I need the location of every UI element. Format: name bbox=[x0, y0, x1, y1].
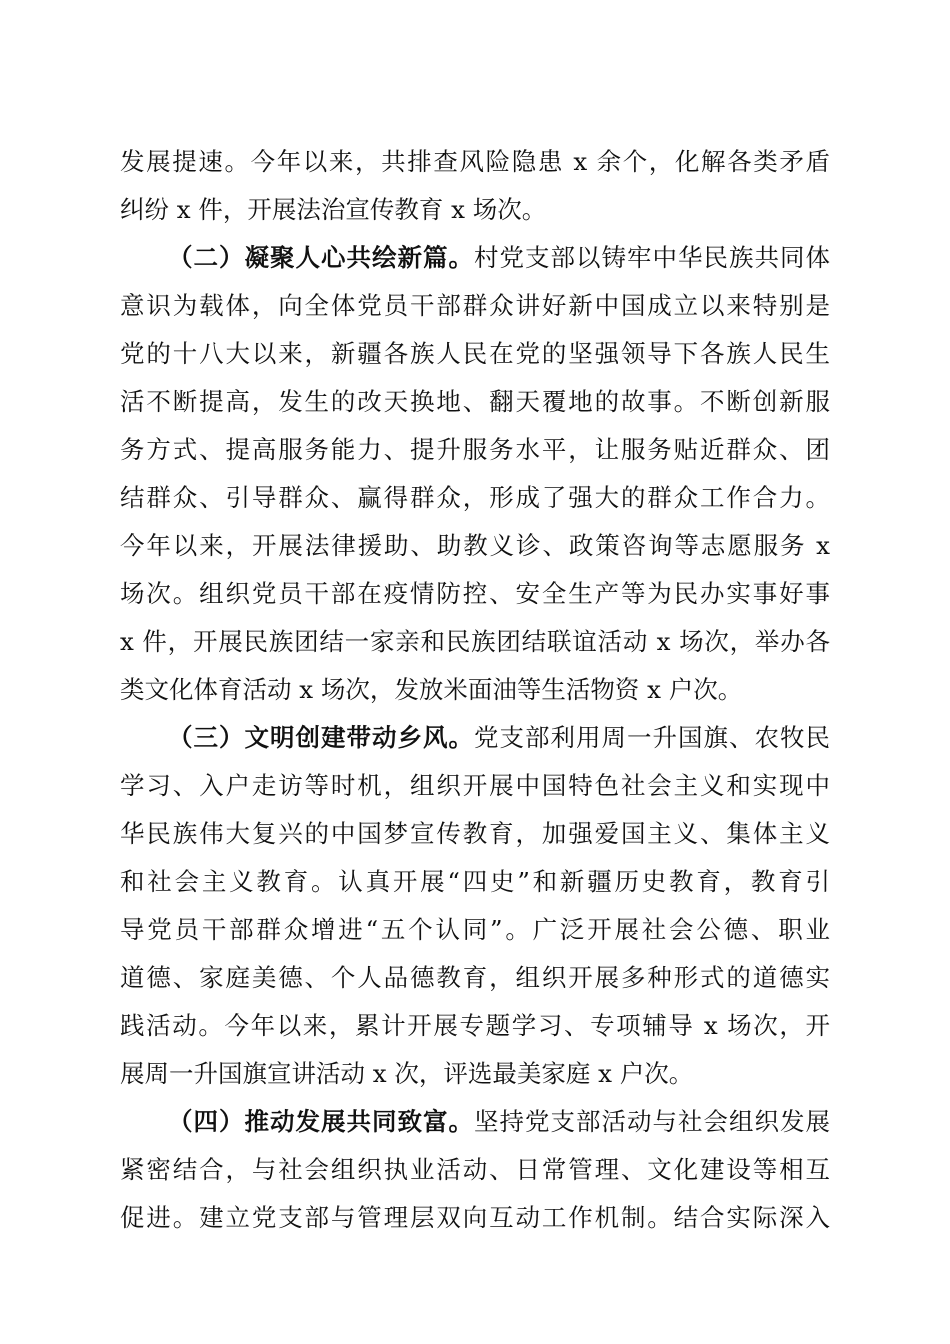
body-text-line: x 件，开展民族团结一家亲和民族团结联谊活动 x 场次，举办各 bbox=[120, 627, 830, 656]
body-text-line: 活不断提高，发生的改天换地、翻天覆地的故事。不断创新服 bbox=[120, 387, 830, 416]
body-text-line: 和社会主义教育。认真开展“四史”和新疆历史教育，教育引 bbox=[120, 867, 830, 896]
section-4-first-line bbox=[168, 1098, 830, 1146]
section-4-first-line-text: 坚持党支部活动与社会组织发展 bbox=[474, 1107, 830, 1136]
body-text-line: 务方式、提高服务能力、提升服务水平，让服务贴近群众、团 bbox=[120, 435, 830, 464]
section-3-heading: （三）文明创建带动乡风。 bbox=[168, 723, 474, 752]
body-text-line: 今年以来，开展法律援助、助教义诊、政策咨询等志愿服务 x bbox=[120, 531, 830, 560]
body-text-line: 华民族伟大复兴的中国梦宣传教育，加强爱国主义、集体主义 bbox=[120, 819, 830, 848]
section-4-heading: （四）推动发展共同致富。 bbox=[168, 1107, 474, 1136]
section-2-heading: （二）凝聚人心共绘新篇。 bbox=[168, 243, 474, 272]
section-2-first-line-text: 村党支部以铸牢中华民族共同体 bbox=[474, 243, 830, 272]
body-text-line: 发展提速。今年以来，共排查风险隐患 x 余个，化解各类矛盾 bbox=[120, 147, 830, 176]
body-text-line: 意识为载体，向全体党员干部群众讲好新中国成立以来特别是 bbox=[120, 291, 830, 320]
body-text-line: 践活动。今年以来，累计开展专题学习、专项辅导 x 场次，开 bbox=[120, 1011, 830, 1040]
body-text-line: 促进。建立党支部与管理层双向互动工作机制。结合实际深入 bbox=[120, 1203, 830, 1232]
body-text-line: 党的十八大以来，新疆各族人民在党的坚强领导下各族人民生 bbox=[120, 339, 830, 368]
body-text-line: 结群众、引导群众、赢得群众，形成了强大的群众工作合力。 bbox=[120, 483, 830, 512]
body-text-line: 纠纷 x 件，开展法治宣传教育 x 场次。 bbox=[120, 195, 547, 224]
body-text-line: 展周一升国旗宣讲活动 x 次，评选最美家庭 x 户次。 bbox=[120, 1059, 694, 1088]
body-text-line: 学习、入户走访等时机，组织开展中国特色社会主义和实现中 bbox=[120, 771, 830, 800]
body-text-line: 场次。组织党员干部在疫情防控、安全生产等为民办实事好事 bbox=[120, 579, 830, 608]
section-3-first-line-text: 党支部利用周一升国旗、农牧民 bbox=[474, 723, 830, 752]
body-text-line: 紧密结合，与社会组织执业活动、日常管理、文化建设等相互 bbox=[120, 1155, 830, 1184]
body-text-line: 类文化体育活动 x 场次，发放米面油等生活物资 x 户次。 bbox=[120, 675, 743, 704]
section-3-first-line bbox=[168, 714, 830, 762]
body-text-line: 道德、家庭美德、个人品德教育，组织开展多种形式的道德实 bbox=[120, 963, 830, 992]
section-2-first-line bbox=[168, 234, 830, 282]
body-text-line: 导党员干部群众增进“五个认同”。广泛开展社会公德、职业 bbox=[120, 915, 830, 944]
